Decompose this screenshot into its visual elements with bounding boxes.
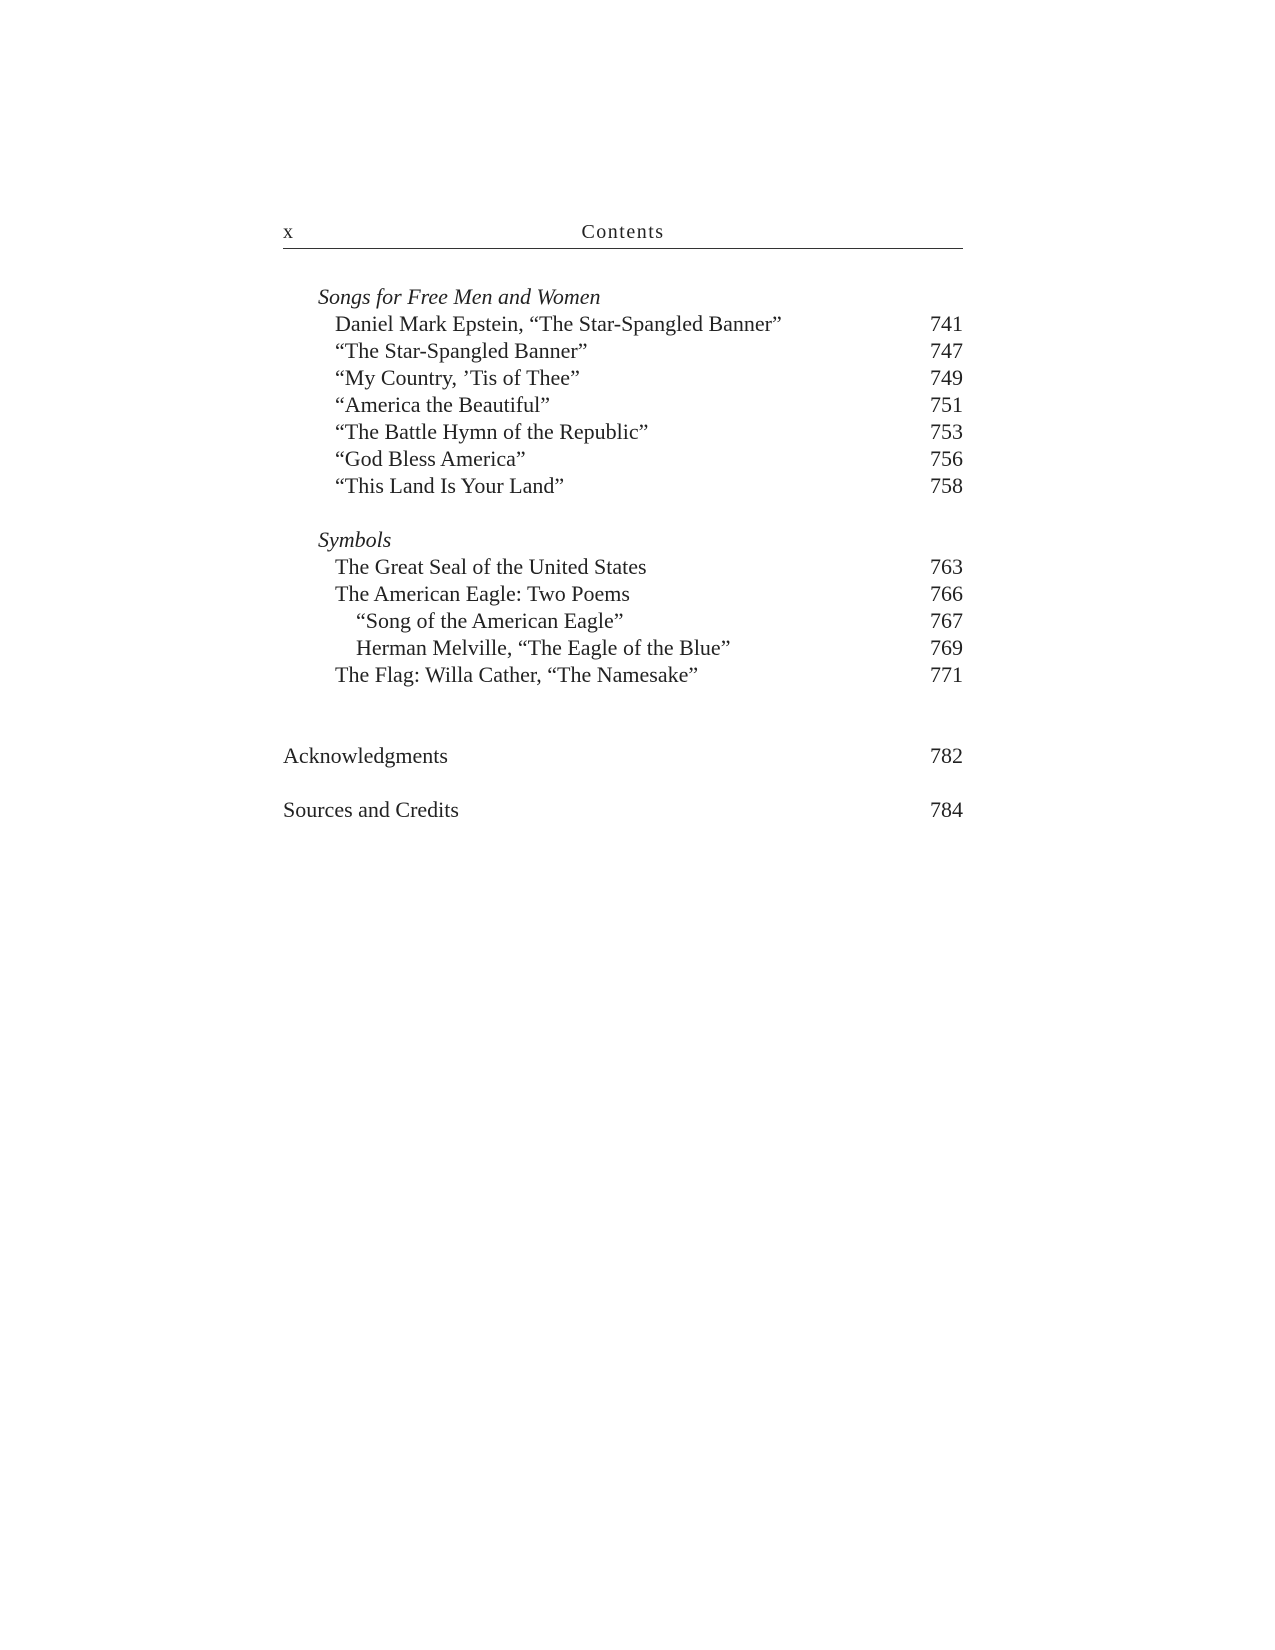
toc-entry[interactable] xyxy=(283,634,963,662)
toc-entry[interactable] xyxy=(283,445,963,473)
toc-entry[interactable] xyxy=(283,310,963,338)
toc-entry-acknowledgments[interactable] xyxy=(283,742,963,770)
toc-entry[interactable] xyxy=(283,661,963,689)
toc-entry-label: “My Country, ’Tis of Thee” xyxy=(335,365,580,390)
toc-entry-label: The American Eagle: Two Poems xyxy=(335,581,630,606)
toc-entry-label: “God Bless America” xyxy=(335,446,526,471)
toc-entry[interactable] xyxy=(283,418,963,446)
toc-entry-page: 784 xyxy=(930,797,963,822)
page-header xyxy=(283,218,963,249)
toc-entry-page: 756 xyxy=(930,446,963,471)
toc-entry-label: Herman Melville, “The Eagle of the Blue” xyxy=(356,635,731,660)
toc-entry[interactable] xyxy=(283,580,963,608)
section-title-symbols: Symbols xyxy=(318,527,392,552)
toc-entry[interactable] xyxy=(283,364,963,392)
toc-entry-label: Sources and Credits xyxy=(283,797,459,822)
toc-entry-page: 751 xyxy=(930,392,963,417)
toc-entry-page: 758 xyxy=(930,473,963,498)
toc-entry-page: 782 xyxy=(930,743,963,768)
toc-entry-label: “America the Beautiful” xyxy=(335,392,551,417)
toc-entry-label: The Flag: Willa Cather, “The Namesake” xyxy=(335,662,699,687)
toc-entry-page: 769 xyxy=(930,635,963,660)
toc-entry-label: “The Battle Hymn of the Republic” xyxy=(335,419,649,444)
toc-entry-label: “The Star-Spangled Banner” xyxy=(335,338,588,363)
toc-entry-label: The Great Seal of the United States xyxy=(335,554,647,579)
toc-entry-page: 766 xyxy=(930,581,963,606)
toc-entry-page: 763 xyxy=(930,554,963,579)
toc-entry-page: 771 xyxy=(930,662,963,687)
toc-entry-page: 767 xyxy=(930,608,963,633)
section-title-songs: Songs for Free Men and Women xyxy=(318,284,601,309)
toc-entry-label: “This Land Is Your Land” xyxy=(335,473,565,498)
toc-entry-label: Daniel Mark Epstein, “The Star-Spangled Banner” xyxy=(335,311,782,336)
running-head: Contents xyxy=(581,221,665,243)
toc-entry-page: 753 xyxy=(930,419,963,444)
toc-entry-page: 749 xyxy=(930,365,963,390)
toc-entry[interactable] xyxy=(283,391,963,419)
toc-entry[interactable] xyxy=(283,607,963,635)
toc-entry-label: “Song of the American Eagle” xyxy=(356,608,624,633)
toc-entry-label: Acknowledgments xyxy=(283,743,448,768)
toc-entry-page: 747 xyxy=(930,338,963,363)
toc-entry-sources-credits[interactable] xyxy=(283,796,963,824)
page-folio: x xyxy=(283,221,293,243)
toc-entry[interactable] xyxy=(283,553,963,581)
toc-entry[interactable] xyxy=(283,472,963,500)
toc-entry[interactable] xyxy=(283,337,963,365)
toc-entry-page: 741 xyxy=(930,311,963,336)
